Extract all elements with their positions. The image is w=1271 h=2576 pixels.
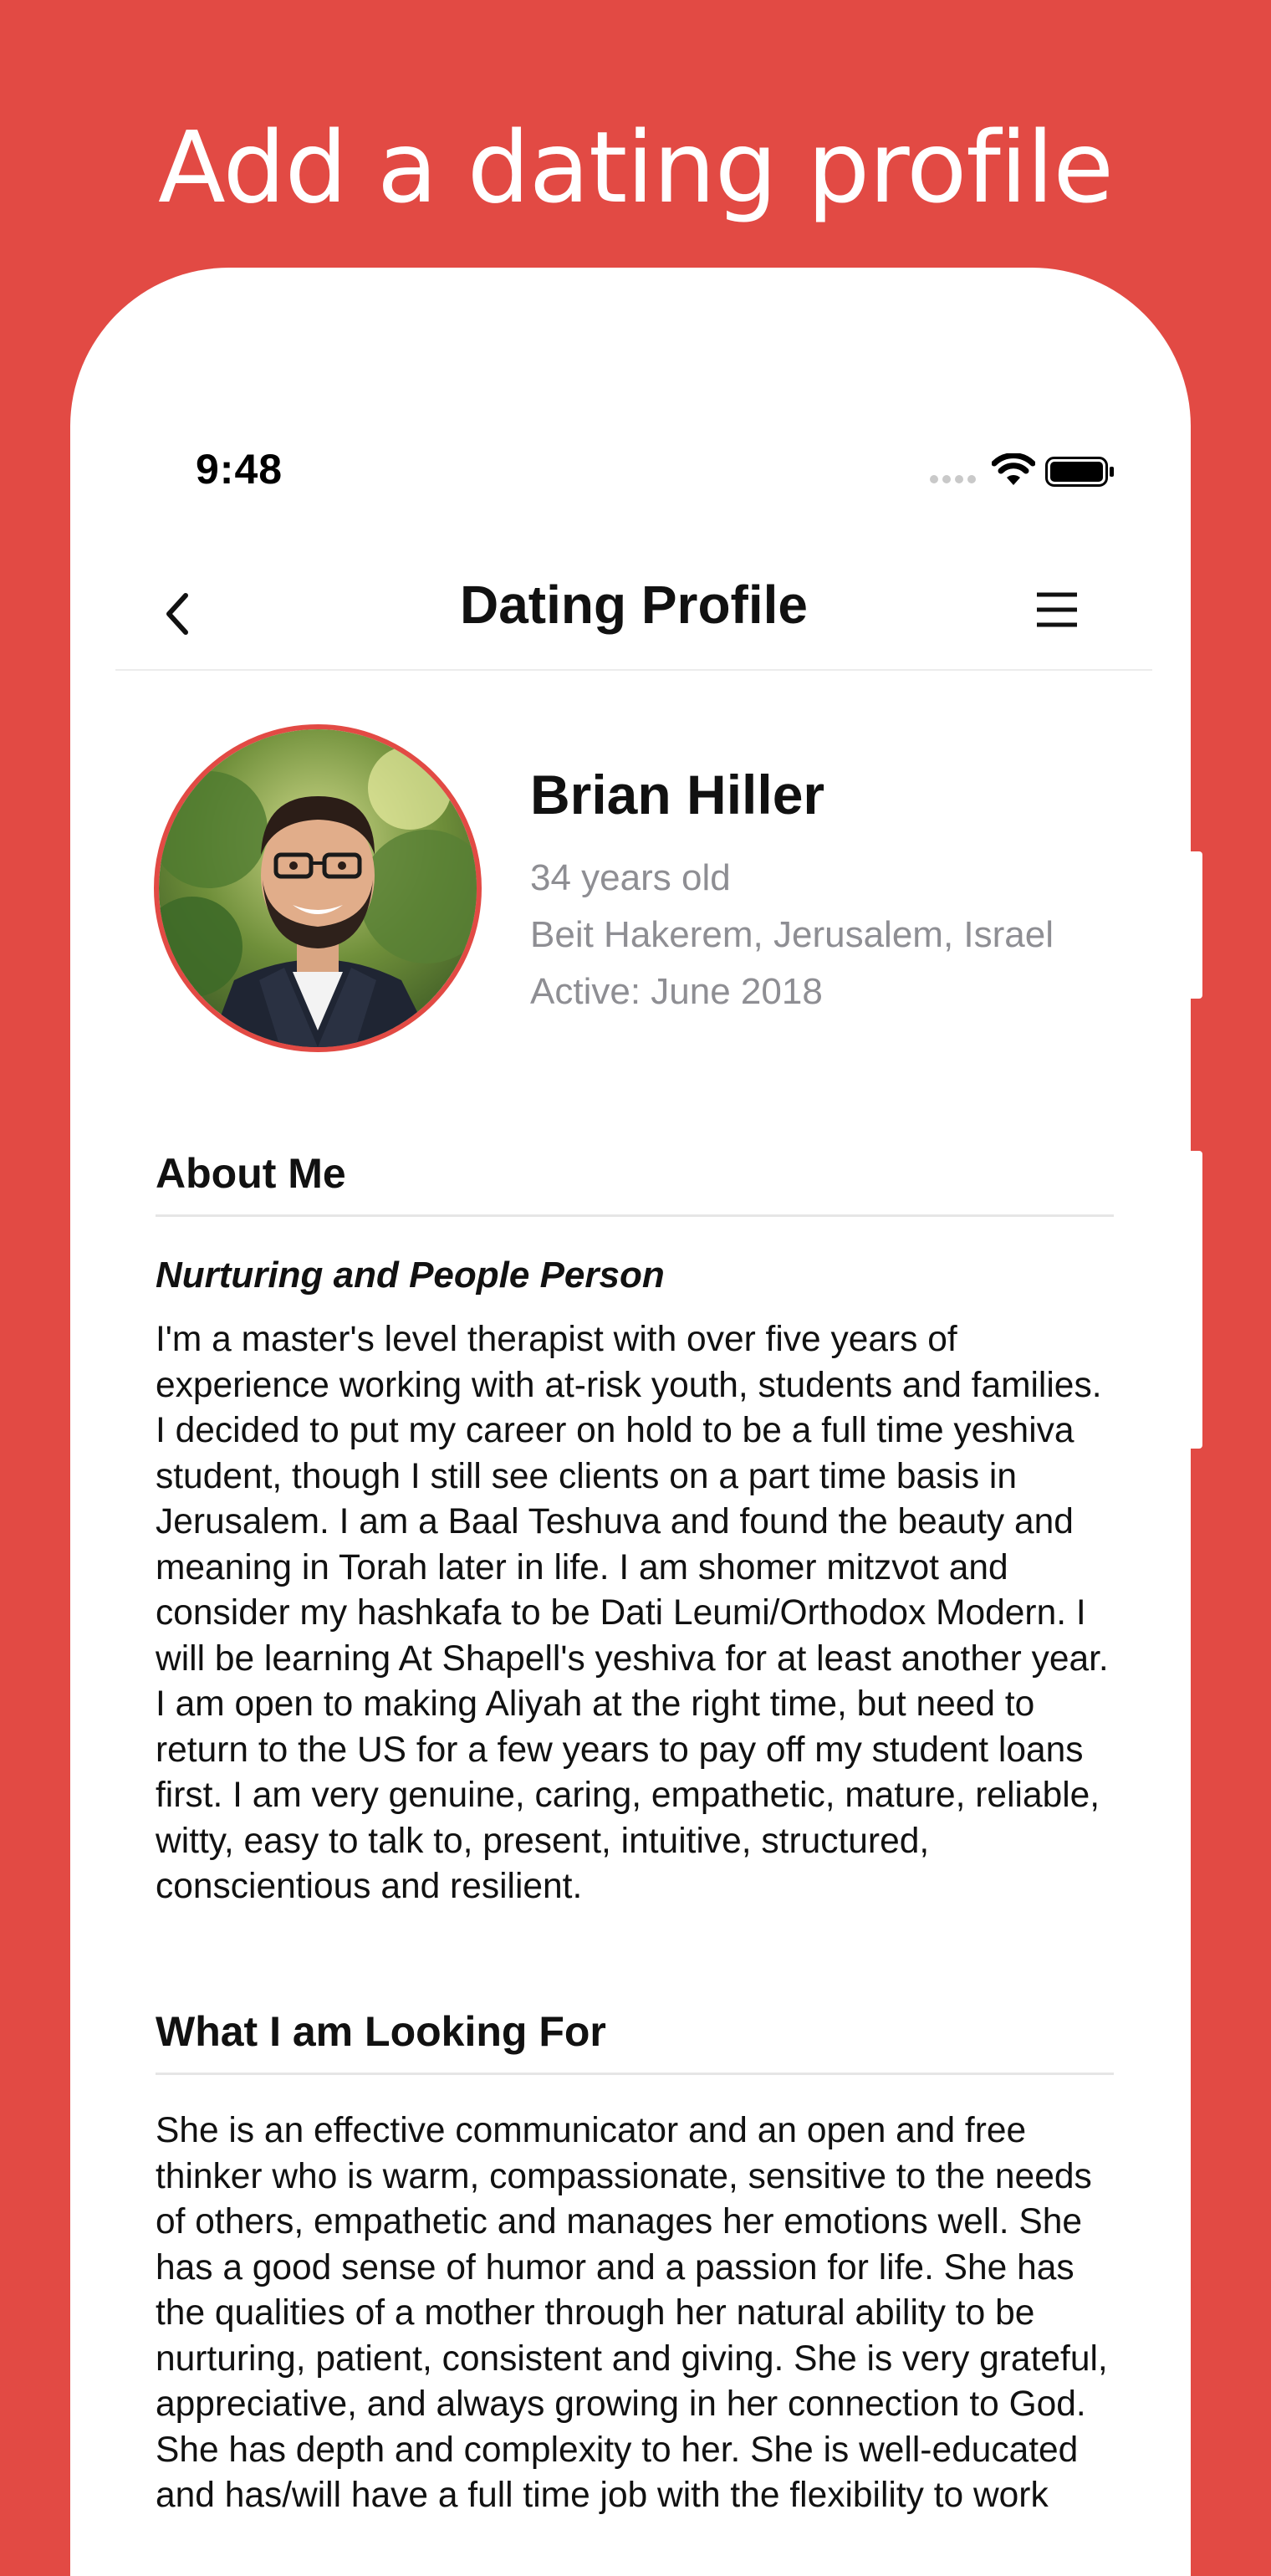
profile-active-date: Active: June 2018 (530, 971, 823, 1012)
about-me-heading: About Me (156, 1146, 1114, 1217)
status-time: 9:48 (196, 446, 283, 493)
phone-screen (70, 268, 1191, 2576)
page-title: Dating Profile (459, 575, 809, 635)
phone-side-button (1191, 851, 1202, 999)
looking-for-text: She is an effective communicator and an open and free thinker who is warm, compassionate, sensitive to the needs of others, empathetic and manages her emotions well. She has a good sense of humor and a passion for life. She has the qualities of a mother through her natural ability to be nurturing, patient, consistent and giving. She is very grateful, appreciative, and always growing in her connection to God. She has depth and complexity to her. She is well-educated and has/will have a full time job with the flexibility to work (156, 2111, 1108, 2515)
navigation-bar (115, 544, 1152, 671)
phone-side-button (1191, 1151, 1202, 1449)
screen-headline: Add a dating profile (158, 110, 1113, 225)
profile-name: Brian Hiller (530, 764, 825, 825)
about-me-section (156, 1146, 1114, 1910)
cellular-signal-icon (930, 473, 980, 481)
about-me-subtitle: Nurturing and People Person (156, 1255, 665, 1296)
profile-info (530, 761, 1166, 1020)
status-bar (70, 268, 1191, 493)
hamburger-menu-icon[interactable] (1035, 590, 1079, 629)
profile-age: 34 years old (530, 857, 731, 898)
profile-location: Beit Hakerem, Jerusalem, Israel (530, 914, 1054, 955)
battery-icon (1045, 457, 1115, 487)
profile-avatar[interactable] (154, 724, 482, 1052)
looking-for-heading: What I am Looking For (156, 2004, 1114, 2075)
avatar-photo (159, 729, 477, 1047)
about-me-text: I'm a master's level therapist with over five years of experience working with at-risk youth, students and families. I decided to put my career on hold to be a full time yeshiva student, though I still see clients on a part time basis in Jerusalem. I am a Baal Teshuva and found the beauty and meaning in Torah later in life. I am shomer mitzvot and consider my hashkafa to be Dati Leumi/Orthodox Modern. I will be learning At Shapell's yeshiva for at least another year. I am open to making Aliyah at the right time, but need to return to the US for a few years to pay off my student loans first. I am very genuine, caring, empathetic, mature, reliable, witty, easy to talk to, present, intuitive, structured, conscientious and resilient. (156, 1320, 1109, 1906)
looking-for-section (156, 2004, 1114, 2519)
wifi-icon (992, 453, 1035, 487)
